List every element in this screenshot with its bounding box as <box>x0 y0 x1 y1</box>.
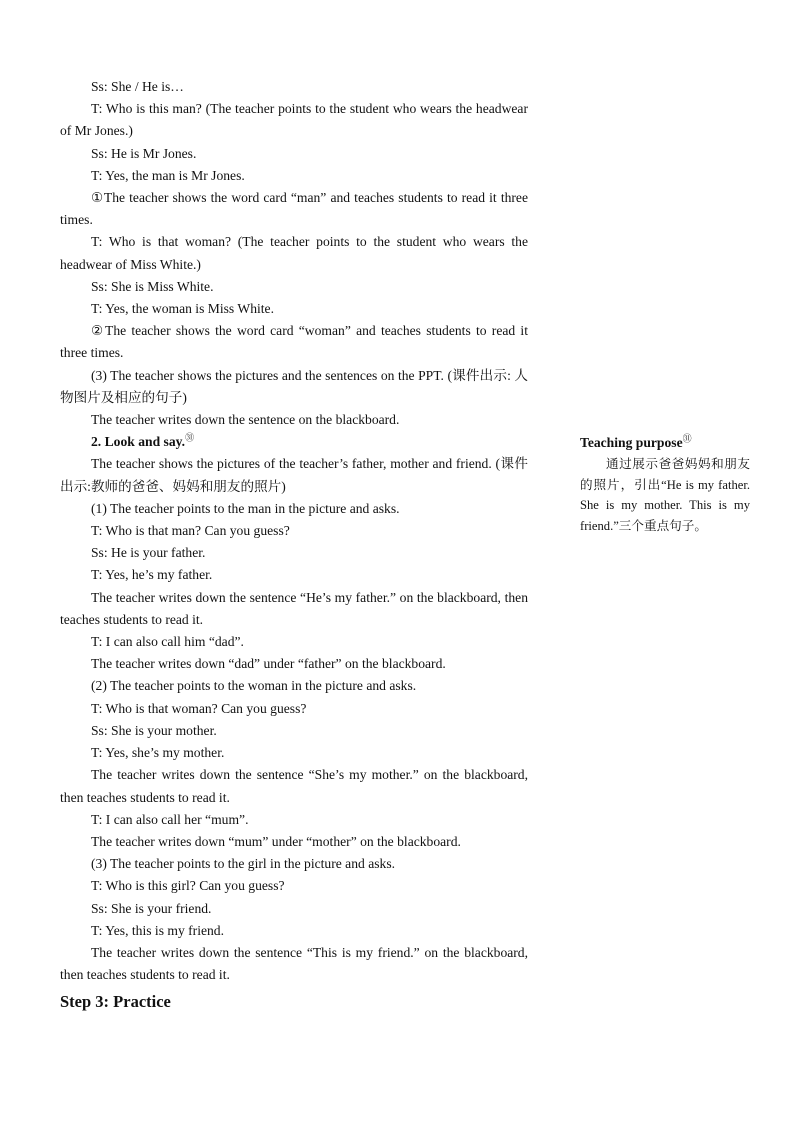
paragraph: Ss: She is your mother. <box>91 722 217 738</box>
paragraph: T: Yes, he’s my father. <box>91 567 213 583</box>
paragraph: Ss: He is Mr Jones. <box>91 145 197 161</box>
paragraph: (2) The teacher points to the woman in the picture and asks. <box>91 678 417 694</box>
paragraph: T: I can also call her “mum”. <box>91 811 249 827</box>
lesson-paragraphs <box>60 76 528 986</box>
paragraph: T: Yes, she’s my mother. <box>91 745 225 761</box>
paragraph: 2. Look and say.$^㉛$ <box>91 432 195 450</box>
paragraph: T: Who is that woman? (The teacher points to the student who wears the headwear of Miss White.) <box>60 234 528 272</box>
paragraph: Ss: She is your friend. <box>91 900 212 916</box>
paragraph: Ss: She / He is… <box>91 79 184 94</box>
step-heading: Step 3: Practice <box>60 992 171 1012</box>
paragraph: The teacher writes down the sentence “She’s my mother.” on the blackboard, then teaches students to read it. <box>60 767 528 805</box>
paragraph: The teacher shows the pictures of the teacher’s father, mother and friend. (课件出示:教师的爸爸、妈妈和朋友的照片) <box>60 456 528 494</box>
paragraph: T: Who is that woman? Can you guess? <box>91 700 307 716</box>
teaching-purpose-title: Teaching purpose$^㉛$ <box>580 433 692 450</box>
paragraph: The teacher writes down “dad” under “father” on the blackboard. <box>91 656 446 672</box>
lesson-body <box>60 76 528 1014</box>
paragraph: The teacher writes down the sentence on the blackboard. <box>91 412 400 428</box>
paragraph: The teacher writes down the sentence “This is my friend.” on the blackboard, then teaches students to read it. <box>60 944 528 983</box>
paragraph: The teacher writes down the sentence “He’s my father.” on the blackboard, then teaches students to read it. <box>60 589 528 627</box>
paragraph: Ss: He is your father. <box>91 545 206 561</box>
paragraph: ②The teacher shows the word card “woman” and teaches students to read it three times. <box>60 323 528 361</box>
paragraph: T: Yes, the woman is Miss White. <box>91 301 274 317</box>
paragraph: (3) The teacher shows the pictures and the sentences on the PPT. (课件出示: 人物图片及相应的句子) <box>60 367 528 405</box>
paragraph: T: Yes, the man is Mr Jones. <box>91 167 245 183</box>
paragraph: T: Yes, this is my friend. <box>91 922 225 938</box>
paragraph: T: I can also call him “dad”. <box>91 634 244 650</box>
teaching-purpose-note <box>580 432 750 536</box>
teaching-purpose-text: 通过展示爸爸妈妈和朋友的照片，引出“He is my father. She is my mother. This is my friend.”三个重点句子。 <box>580 457 750 533</box>
paragraph: ①The teacher shows the word card “man” and teaches students to read it three times. <box>60 190 528 228</box>
paragraph: T: Who is this man? (The teacher points to the student who wears the headwear of Mr Jones.) <box>60 101 528 139</box>
paragraph: T: Who is that man? Can you guess? <box>91 523 290 539</box>
footnote-marker: ㉛ <box>185 432 195 443</box>
paragraph: The teacher writes down “mum” under “mother” on the blackboard. <box>91 833 461 849</box>
paragraph: T: Who is this girl? Can you guess? <box>91 878 285 894</box>
footnote-marker: ㉛ <box>682 433 692 444</box>
paragraph: (3) The teacher points to the girl in the picture and asks. <box>91 856 396 872</box>
paragraph: Ss: She is Miss White. <box>91 278 214 294</box>
paragraph: (1) The teacher points to the man in the picture and asks. <box>91 500 400 516</box>
